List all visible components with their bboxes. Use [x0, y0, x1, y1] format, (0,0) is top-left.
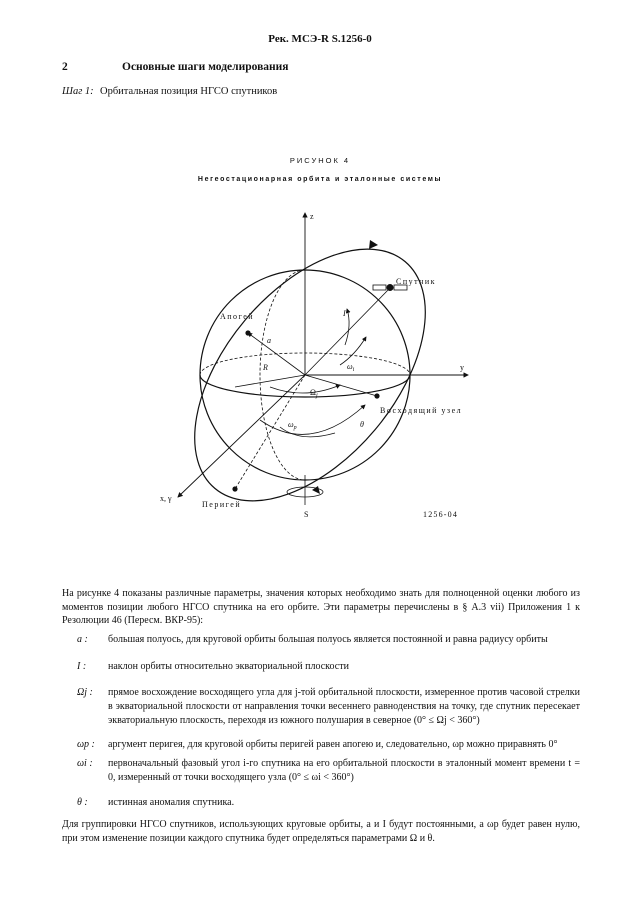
perigee-point [232, 486, 237, 491]
apogee-point [245, 330, 250, 335]
param-text: прямое восхождение восходящего угла для j-той орбитальной плоскости, измеренное против часовой стрелки в экваториальной плоскости от направления точки весеннего равноденствия на точку, где спутник пересекает экваториальную плоскость, переходя из южного полушария в северное (0° ≤ Ωj < 360°) [108, 687, 580, 726]
section-number: 2 [62, 61, 68, 73]
label-a: a [267, 336, 271, 345]
param-symbol: ωp : [77, 739, 95, 750]
omega-i-arc [340, 337, 366, 365]
param-text: аргумент перигея, для круговой орбиты перигей равен апогею и, следовательно, ωp можно приравнять 0° [108, 739, 558, 750]
section-heading [62, 61, 289, 73]
omega-p-symbol: ω [288, 420, 294, 429]
label-I: I [343, 309, 346, 318]
omega-i-symbol: ω [347, 362, 353, 371]
page-header: Рек. МСЭ-R S.1256-0 [268, 33, 372, 45]
label-perigee: Перигей [202, 500, 242, 509]
meridian-arc [260, 270, 305, 480]
orbit-diagram [140, 205, 480, 530]
theta-arc [260, 405, 365, 434]
label-theta: θ [360, 420, 364, 429]
param-text: истинная аномалия спутника. [108, 797, 235, 808]
param-symbol: I : [77, 661, 87, 672]
orbit-arrow-top [369, 240, 378, 249]
param-I [62, 660, 580, 674]
step-text: Орбитальная позиция НГСО спутников [100, 86, 278, 97]
Omega-j-arc [270, 385, 340, 393]
param-omega-p [62, 738, 580, 752]
label-apogee: Апогей [220, 312, 255, 321]
figure-title: Негеостационарная орбита и эталонные системы [197, 176, 443, 183]
omega-p-sub: p [293, 425, 297, 431]
Omega-j-symbol: Ω [310, 388, 316, 397]
label-omega-i [347, 362, 355, 373]
param-text: первоначальный фазовый угол i-го спутника на его орбитальной плоскости в эталонный момент времени t = 0, измеренный от точки восходящего узла (0° ≤ ωi < 360°) [108, 758, 580, 783]
figure-code: 1256-04 [423, 510, 459, 519]
Omega-j-sub: j [315, 393, 318, 399]
omega-i-sub: i [352, 367, 355, 373]
figure-caption: РИСУНОК 4 [289, 156, 351, 165]
param-omega-i [62, 757, 580, 785]
label-z: z [310, 212, 314, 221]
param-theta [62, 796, 580, 810]
param-symbol: a : [77, 634, 88, 645]
equator-front [200, 375, 410, 397]
param-symbol: Ωj : [77, 687, 93, 698]
label-y: y [460, 363, 464, 372]
label-S: S [304, 510, 309, 519]
node-point [374, 393, 379, 398]
param-text: большая полуось, для круговой орбиты большая полуось является постоянной и равна радиусу орбиты [108, 634, 548, 645]
orbit-ellipse [150, 207, 470, 530]
section-title: Основные шаги моделирования [122, 61, 289, 73]
param-text: наклон орбиты относительно экваториальной плоскости [108, 661, 349, 672]
label-R: R [263, 363, 268, 372]
label-xg: x, γ [160, 494, 172, 503]
param-a [62, 633, 580, 647]
closing-paragraph: Для группировки НГСО спутников, использующих круговые орбиты, a и I будут постоянными, а ωp будет равен нулю, при этом изменение позиции каждого спутника будет определяться параметрами Ω и θ. [62, 819, 580, 844]
step-label: Шаг 1: [62, 86, 94, 97]
line-to-apogee [248, 333, 305, 375]
param-Omega-j [62, 686, 580, 728]
param-symbol: ωi : [77, 758, 93, 769]
label-omega-p [288, 420, 297, 431]
intro-paragraph: На рисунке 4 показаны различные параметры, значения которых необходимо знать для полноценной оценки любого из моментов позиции любого НГСО спутника на его орбите. Эти параметры перечислены в § A.3 vii) Приложения 1 к Резолюции 46 (Пересм. ВКР-95): [62, 588, 580, 626]
param-symbol: θ : [77, 797, 88, 808]
label-satellite: Спутник [396, 277, 437, 286]
label-ascending-node: Восходящий узел [380, 406, 463, 415]
step-line [62, 86, 277, 97]
